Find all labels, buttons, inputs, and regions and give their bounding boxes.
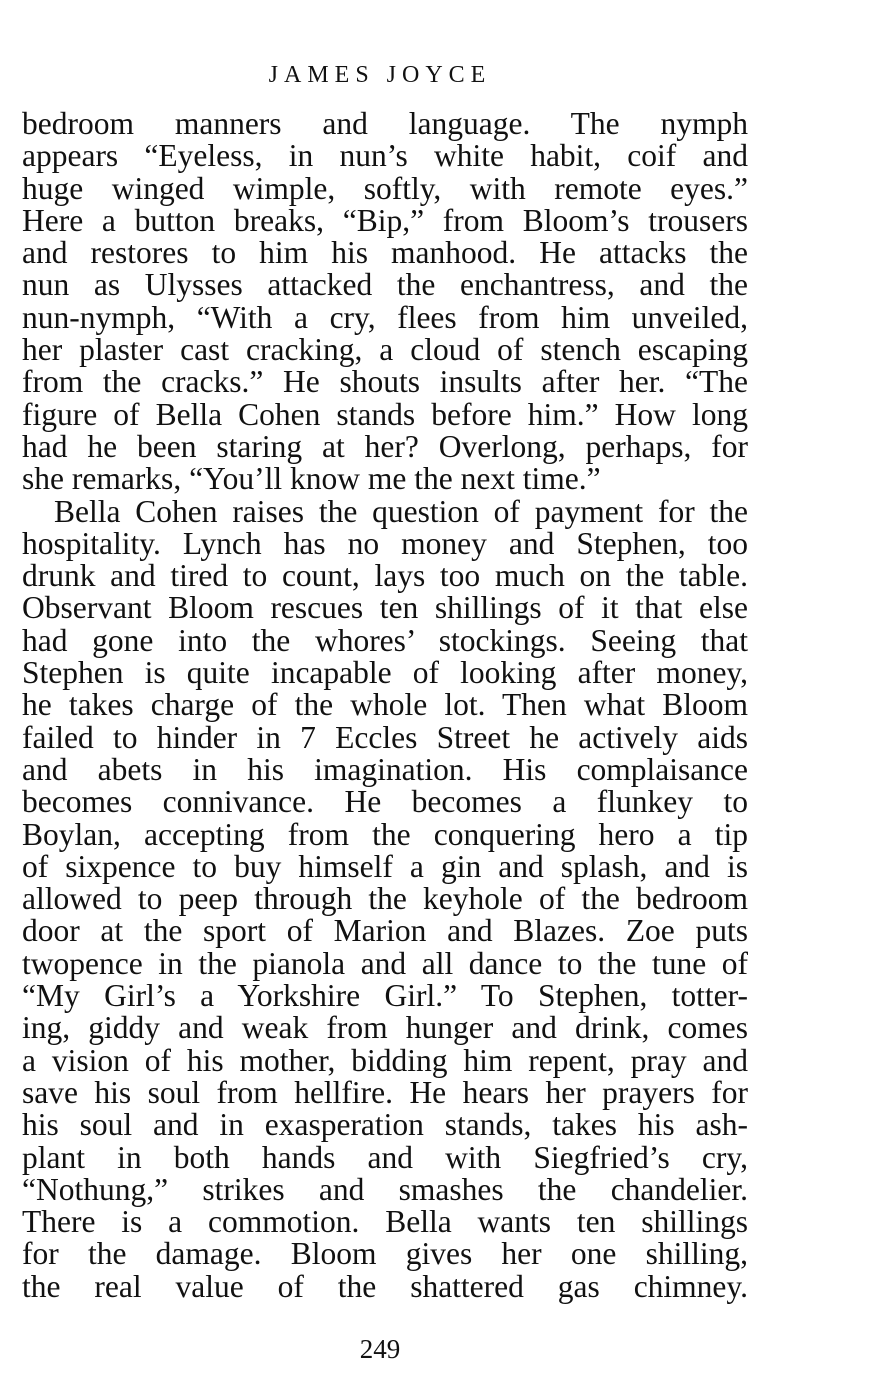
text-line: huge winged wimple, softly, with remote eyes.” — [22, 170, 748, 206]
text-line: failed to hinder in 7 Eccles Street he actively aids — [22, 719, 748, 755]
text-line: she remarks, “You’ll know me the next time.” — [22, 461, 601, 497]
text-line: nun-nymph, “With a cry, flees from him unveiled, — [22, 299, 748, 335]
text-line: appears “Eyeless, in nun’s white habit, coif and — [22, 138, 748, 174]
text-line: her plaster cast cracking, a cloud of stench escaping — [22, 332, 748, 368]
text-line: figure of Bella Cohen stands before him.” How long — [22, 396, 748, 432]
text-line: from the cracks.” He shouts insults after her. “The — [22, 364, 748, 400]
text-line: of sixpence to buy himself a gin and splash, and is — [22, 848, 748, 884]
text-line: nun as Ulysses attacked the enchantress, and the — [22, 267, 748, 303]
text-line: and abets in his imagination. His complaisance — [22, 751, 748, 787]
text-line: bedroom manners and language. The nymph — [22, 106, 748, 141]
page-number: 249 — [359, 1334, 401, 1364]
text-line: Here a button breaks, “Bip,” from Bloom’s trousers — [22, 202, 748, 238]
text-line: had he been staring at her? Overlong, perhaps, for — [22, 428, 748, 464]
text-line: and restores to him his manhood. He attacks the — [22, 235, 748, 271]
text-line: Observant Bloom rescues ten shillings of it that else — [22, 590, 748, 626]
text-line: plant in both hands and with Siegfried’s cry, — [22, 1139, 748, 1175]
text-line: door at the sport of Marion and Blazes. Zoe puts — [22, 913, 748, 949]
text-line: Boylan, accepting from the conquering hero a tip — [22, 816, 748, 852]
text-line: twopence in the pianola and all dance to the tune of — [22, 945, 748, 981]
text-line: hospitality. Lynch has no money and Stephen, too — [22, 525, 748, 561]
text-line: Stephen is quite incapable of looking after money, — [22, 655, 748, 691]
text-line: becomes connivance. He becomes a flunkey to — [22, 784, 748, 820]
text-line: a vision of his mother, bidding him repent, pray and — [22, 1042, 748, 1078]
text-line: had gone into the whores’ stockings. Seeing that — [22, 622, 748, 658]
text-line: ing, giddy and weak from hunger and drink, comes — [22, 1010, 748, 1046]
text-line: his soul and in exasperation stands, takes his ash- — [22, 1107, 748, 1143]
text-line: “Nothung,” strikes and smashes the chandelier. — [22, 1171, 748, 1207]
running-head: JAMES JOYCE — [268, 62, 492, 88]
text-line: allowed to peep through the keyhole of the bedroom — [22, 881, 748, 917]
text-line: for the damage. Bloom gives her one shilling, — [22, 1236, 748, 1272]
text-line: save his soul from hellfire. He hears her prayers for — [22, 1074, 748, 1110]
text-line: “My Girl’s a Yorkshire Girl.” To Stephen, totter- — [22, 978, 748, 1014]
paragraph-first-line: Bella Cohen raises the question of payment for the — [54, 493, 748, 529]
body-text — [22, 108, 748, 1303]
text-line: drunk and tired to count, lays too much on the table. — [22, 558, 748, 594]
text-line: he takes charge of the whole lot. Then what Bloom — [22, 687, 748, 723]
text-line: There is a commotion. Bella wants ten shillings — [22, 1204, 748, 1240]
text-line: the real value of the shattered gas chimney. — [22, 1268, 748, 1304]
